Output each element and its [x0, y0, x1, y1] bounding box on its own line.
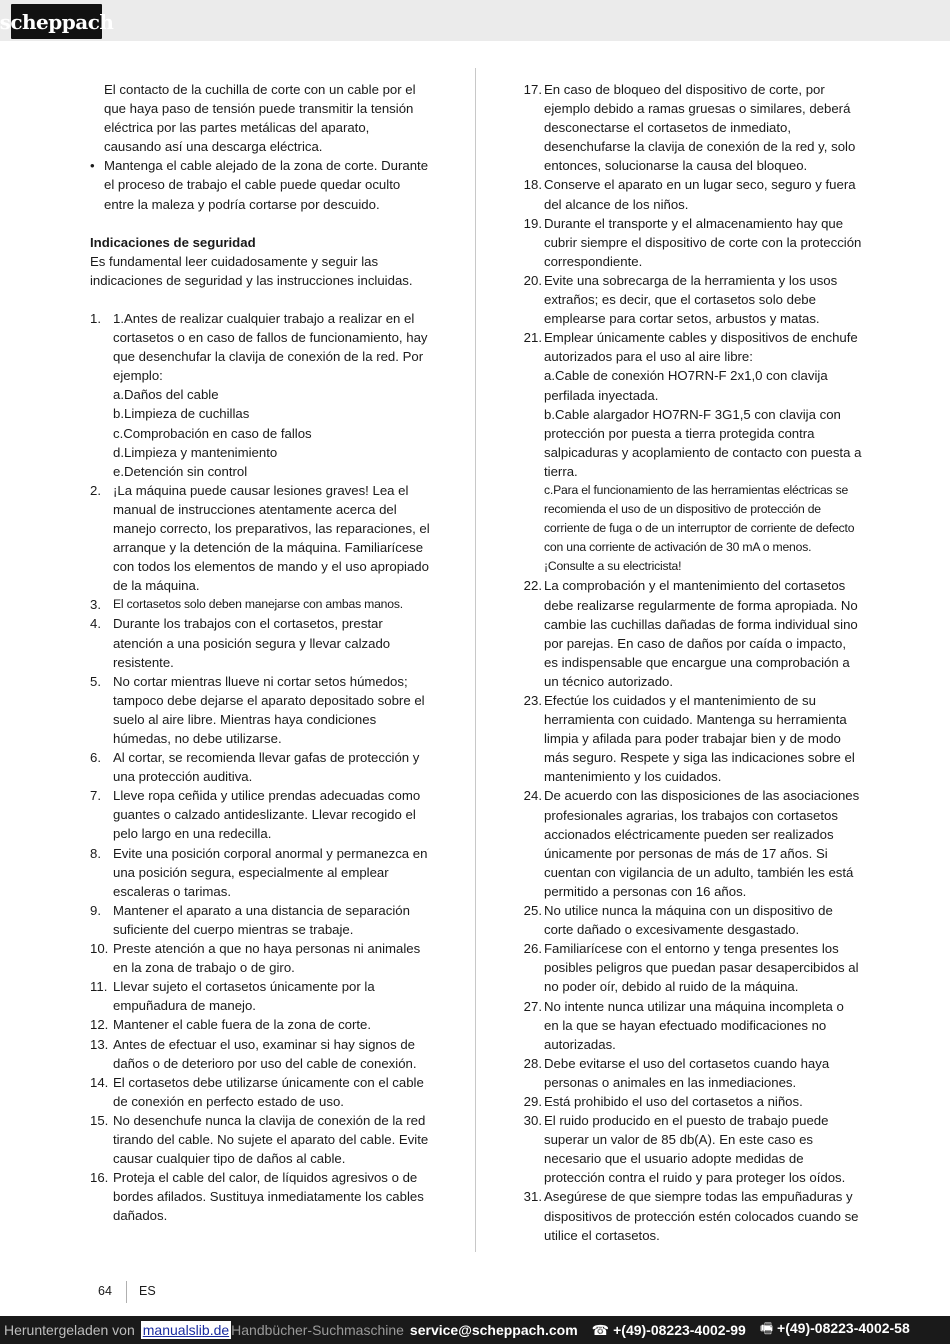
item-number: 27.	[523, 998, 542, 1014]
list-item	[90, 1111, 430, 1168]
item-text: Al cortar, se recomienda llevar gafas de protección y una protección auditiva.	[113, 750, 420, 785]
section-intro: Es fundamental leer cuidadosamente y seguir las indicaciones de seguridad y las instrucciones incluidas.	[90, 253, 413, 288]
item-number: 15.	[90, 1112, 109, 1128]
item-number: 23.	[523, 693, 542, 708]
item-text: No cortar mientras llueve ni cortar setos húmedos; tampoco debe dejarse el aparato depositado sobre el suelo al aire libre. Mientras haya condiciones húmedas, no debe utilizarse.	[113, 673, 425, 746]
item-number: 22.	[523, 578, 542, 594]
bullet-text: Mantenga el cable alejado de la zona de corte. Durante el proceso de trabajo el cable puede quedar oculto entre la maleza y podría cortarse por descuido.	[104, 158, 429, 212]
item-number: 10.	[90, 941, 109, 957]
item-text: 1.Antes de realizar cualquier trabajo a realizar en el cortasetos o en caso de fallos de funcionamiento, hay que desenchufar la clavija de conexión de la red. Por ejemplo:	[113, 310, 428, 384]
item-number: 19.	[523, 215, 542, 231]
service-email[interactable]: service@scheppach.com	[409, 1322, 578, 1338]
sub-item: d.Limpieza y mantenimiento	[113, 444, 278, 460]
item-text: Efectúe los cuidados y el mantenimiento de su herramienta con cuidado. Mantenga su herramienta limpia y afilada para poder trabajar bien y de modo más seguro. Respete y siga las indicaciones sobre el mantenimiento y los cuidados.	[544, 693, 855, 785]
item-number: 31.	[523, 1189, 542, 1205]
download-bar	[0, 1316, 950, 1344]
list-item	[90, 614, 430, 671]
item-number: 16.	[90, 1170, 109, 1186]
header-bar	[0, 0, 950, 41]
list-item	[90, 786, 430, 843]
item-text: Asegúrese de que siempre todas las empuñaduras y dispositivos de protección estén colocados cuando se utilice el cortasetos.	[544, 1189, 859, 1243]
list-item	[90, 1035, 430, 1073]
item-text: En caso de bloqueo del dispositivo de corte, por ejemplo debido a ramas gruesas o similares, deberá desconectarse el cortasetos de inmediato, desenchufarse la clavija de conexión de la red y, solo entonces, solucionarse la causa del bloqueo.	[544, 82, 856, 174]
phone-icon: ☎	[591, 1321, 610, 1338]
list-item	[517, 328, 862, 576]
list-item	[517, 786, 862, 901]
list-item	[90, 844, 430, 901]
sub-item: c.Para el funcionamiento de las herramientas eléctricas se recomienda el uso de un dispositivo de protección de corriente de fuga o de un interruptor de corriente de defecto con una corriente de activación de 30 mA o menos. ¡Consulte a su electricista!	[544, 482, 855, 574]
item-text: Llevar sujeto el cortasetos únicamente por la empuñadura de manejo.	[113, 979, 375, 1014]
list-item	[90, 901, 430, 939]
item-text: Mantener el aparato a una distancia de separación suficiente del cuerpo mientras se trabaje.	[113, 902, 410, 937]
scheppach-logo: scheppach	[11, 4, 102, 39]
item-text: Antes de efectuar el uso, examinar si hay signos de daños o de deterioro por uso del cable de conexión.	[113, 1036, 417, 1071]
download-prefix: Heruntergeladen von	[4, 1322, 135, 1338]
item-number: 6.	[90, 750, 101, 766]
item-number: 1.	[90, 310, 101, 326]
item-text: Proteja el cable del calor, de líquidos agresivos o de bordes afilados. Sustituya inmediatamente los cables dañados.	[113, 1170, 424, 1224]
bullet-item	[90, 156, 430, 213]
item-text: Familiarícese con el entorno y tenga presentes los posibles peligros que puedan pasar desapercibidos al no poder oír, debido al ruido de la máquina.	[544, 941, 859, 995]
left-column	[90, 80, 430, 1225]
column-divider	[475, 68, 476, 1252]
item-text: Durante el transporte y el almacenamiento hay que cubrir siempre el dispositivo de corte con la protección correspondiente.	[544, 215, 862, 269]
item-text: Emplear únicamente cables y dispositivos de enchufe autorizados para el uso al aire libre:	[544, 330, 858, 365]
item-text: La comprobación y el mantenimiento del cortasetos debe realizarse regularmente de forma apropiada. No cambie las cuchillas dañadas de forma individual sino por parejas. En caso de daños por caída o impacto, es indispensable que encargue una comprobación a un técnico autorizado.	[544, 578, 858, 689]
item-number: 3.	[90, 597, 101, 613]
item-number: 2.	[90, 482, 101, 498]
item-text: El ruido producido en el puesto de trabajo puede superar un valor de 85 db(A). En este caso es necesario que el usuario adopte medidas de protección contra el ruido y para proteger los oídos.	[544, 1113, 846, 1186]
item-number: 14.	[90, 1074, 109, 1090]
phone-number: +(49)-08223-4002-99	[613, 1321, 746, 1338]
item-number: 9.	[90, 902, 101, 918]
item-text: Está prohibido el uso del cortasetos a niños.	[544, 1093, 803, 1109]
list-item	[90, 481, 430, 596]
page-footer	[98, 1284, 156, 1303]
item-number: 26.	[523, 941, 542, 957]
list-item	[517, 997, 862, 1054]
list-item	[517, 576, 862, 691]
list-item	[517, 1092, 862, 1111]
list-item	[517, 939, 862, 996]
item-text: Evite una posición corporal anormal y permanezca en una posición segura, especialmente al emplear escaleras o tarimas.	[113, 845, 428, 899]
item-number: 28.	[523, 1055, 542, 1071]
list-item	[90, 939, 430, 977]
item-text: Conserve el aparato en un lugar seco, seguro y fuera del alcance de los niños.	[544, 177, 856, 212]
list-item	[90, 672, 430, 748]
item-number: 4.	[90, 616, 101, 632]
sub-item: a.Cable de conexión HO7RN-F 2x1,0 con clavija perfilada inyectada.	[544, 368, 828, 403]
sub-item: b.Cable alargador HO7RN-F 3G1,5 con clavija con protección por puesta a tierra protegida contra salpicaduras y acoplamiento de contacto con puesta a tierra.	[544, 406, 862, 479]
item-number: 21.	[523, 330, 542, 346]
section-title: Indicaciones de seguridad	[90, 234, 256, 250]
language-code: ES	[139, 1284, 156, 1298]
fax-contact	[760, 1318, 910, 1342]
item-text: Lleve ropa ceñida y utilice prendas adecuadas como guantes o calzado antideslizante. Llevar recogido el pelo largo en una redecilla.	[113, 788, 421, 842]
list-item	[517, 214, 862, 271]
item-number: 7.	[90, 788, 101, 804]
list-item	[90, 1015, 430, 1034]
item-number: 5.	[90, 673, 101, 689]
list-item	[90, 309, 430, 481]
phone-contact	[592, 1322, 746, 1339]
fax-icon: 🖷	[759, 1320, 774, 1336]
intro-paragraph: El contacto de la cuchilla de corte con un cable por el que haya paso de tensión puede transmitir la tensión eléctrica por las partes metálicas del aparato, causando así una descarga eléctrica.	[104, 82, 416, 155]
list-item	[90, 748, 430, 786]
item-number: 29.	[523, 1093, 542, 1109]
list-item	[517, 271, 862, 328]
list-item	[517, 175, 862, 213]
sub-item: c.Comprobación en caso de fallos	[113, 425, 312, 441]
list-item	[517, 691, 862, 786]
sub-item: e.Detención sin control	[113, 463, 248, 479]
sub-item: a.Daños del cable	[113, 387, 219, 403]
item-text: ¡La máquina puede causar lesiones graves! Lea el manual de instrucciones atentamente acerca del manejo correcto, los preparativos, las reparaciones, el arranque y la detención de la máquina. Familiarícese con todos los elementos de mando y el uso apropiado de la máquina.	[113, 482, 430, 594]
list-item	[517, 80, 862, 175]
item-text: El cortasetos debe utilizarse únicamente con el cable de conexión en perfecto estado de uso.	[113, 1074, 424, 1109]
item-text: No desenchufe nunca la clavija de conexión de la red tirando del cable. No sujete el aparato del cable. Evite causar cualquier tipo de daños al cable.	[113, 1112, 429, 1167]
list-item	[517, 1187, 862, 1244]
search-engine-text: Handbücher-Suchmaschine	[231, 1322, 404, 1338]
right-column	[517, 80, 862, 1245]
item-number: 20.	[523, 272, 542, 288]
list-item	[90, 1073, 430, 1111]
list-item	[517, 901, 862, 939]
item-number: 11.	[90, 979, 108, 995]
item-text: Durante los trabajos con el cortasetos, prestar atención a una posición segura y llevar calzado resistente.	[113, 616, 391, 670]
item-text: No intente nunca utilizar una máquina incompleta o en la que se hayan efectuado modificaciones no autorizadas.	[544, 998, 844, 1052]
page-number: 64	[98, 1284, 112, 1298]
item-text: El cortasetos solo deben manejarse con ambas manos.	[113, 597, 403, 612]
item-text: Evite una sobrecarga de la herramienta y los usos extraños; es decir, que el cortasetos solo debe emplearse para cortar setos, arbustos y matas.	[544, 272, 838, 327]
manualslib-link[interactable]: manualslib.de	[142, 1322, 230, 1338]
sub-item: b.Limpieza de cuchillas	[113, 406, 250, 422]
item-text: No utilice nunca la máquina con un dispositivo de corte dañado o excesivamente desgastado.	[544, 903, 833, 938]
list-item	[90, 977, 430, 1015]
item-number: 8.	[90, 845, 101, 861]
list-item	[517, 1111, 862, 1187]
item-number: 17.	[523, 82, 542, 97]
item-number: 24.	[523, 788, 542, 804]
item-number: 13.	[90, 1036, 109, 1052]
footer-separator	[126, 1281, 127, 1303]
item-text: Debe evitarse el uso del cortasetos cuando haya personas o animales en las inmediaciones.	[544, 1055, 830, 1090]
item-number: 12.	[90, 1017, 109, 1033]
item-number: 30.	[523, 1113, 542, 1129]
item-number: 18.	[523, 177, 542, 193]
item-number: 25.	[523, 903, 542, 919]
bullet-mark: •	[90, 158, 95, 174]
fax-number: +(49)-08223-4002-58	[777, 1320, 910, 1336]
list-item	[517, 1054, 862, 1092]
item-text: De acuerdo con las disposiciones de las asociaciones profesionales agrarias, los trabajos con cortasetos accionados eléctricamente pueden ser realizados únicamente por personas de más de 17 años. Si cuentan con vigilancia de un adulto, también les está permitido a personas con 16 años.	[544, 788, 860, 899]
list-item	[90, 1168, 430, 1225]
list-item	[90, 595, 430, 614]
item-text: Mantener el cable fuera de la zona de corte.	[113, 1017, 372, 1033]
item-text: Preste atención a que no haya personas ni animales en la zona de trabajo o de giro.	[113, 941, 421, 976]
